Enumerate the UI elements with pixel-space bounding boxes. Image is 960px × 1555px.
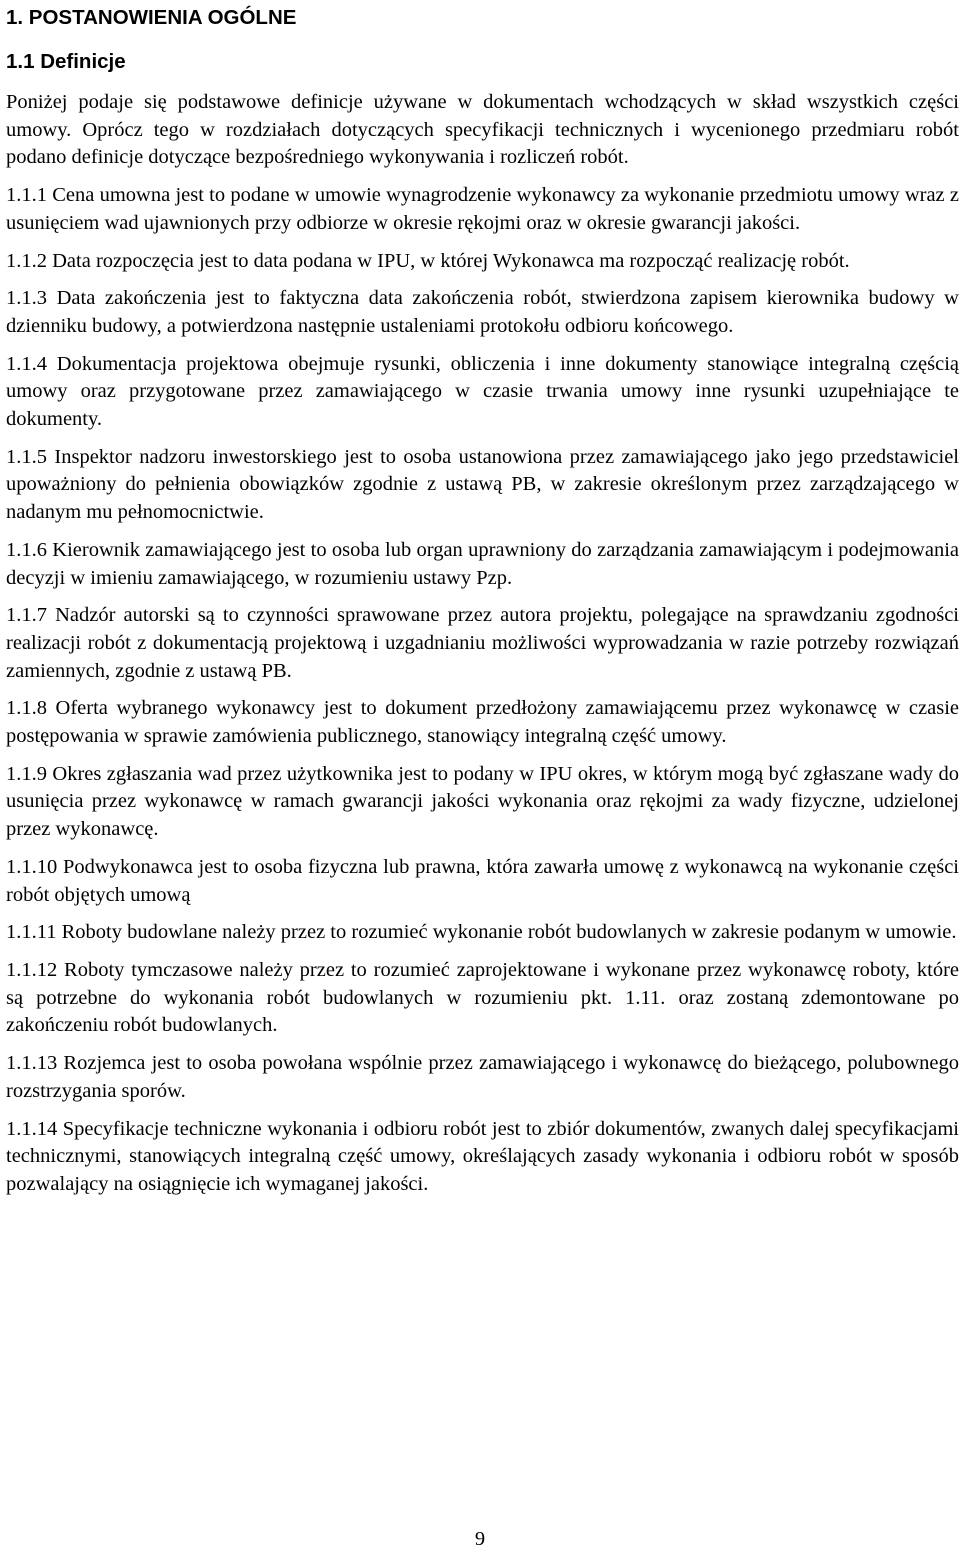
definition-podwykonawca: 1.1.10 Podwykonawca jest to osoba fizyczna lub prawna, która zawarła umowę z wykonawcą na wykonanie części robót objętych umową [6,855,959,906]
definition-cena-umowna: 1.1.1 Cena umowna jest to podane w umowie wynagrodzenie wykonawcy za wykonanie przedmiotu umowy wraz z usunięciem wad ujawnionych przy odbiorze w okresie rękojmi oraz w okresie gwarancji jakości. [6,184,959,234]
definition-nadzor-autorski: 1.1.7 Nadzór autorski są to czynności sprawowane przez autora projektu, polegające na sprawdzaniu zgodności realizacji robót z dokumentacją projektową i uzgadnianiu możliwości wyprowadzania w razie potrzeby rozwiązań zamiennych, zgodnie z ustawą PB. [6,604,959,682]
definition-data-zakonczenia: 1.1.3 Data zakończenia jest to faktyczna data zakończenia robót, stwierdzona zapisem kierownika budowy w dzienniku budowy, a potwierdzona następnie ustaleniami protokołu odbioru końcowego. [6,287,959,337]
definition-roboty-budowlane: 1.1.11 Roboty budowlane należy przez to rozumieć wykonanie robót budowlanych w zakresie podanym w umowie. [6,921,957,944]
page-number: 9 [474,1528,486,1550]
definition-rozjemca: 1.1.13 Rozjemca jest to osoba powołana wspólnie przez zamawiającego i wykonawcę do bieżącego, polubownego rozstrzygania sporów. [6,1052,959,1102]
definition-roboty-tymczasowe: 1.1.12 Roboty tymczasowe należy przez to rozumieć zaprojektowane i wykonane przez wykonawcę roboty, które są potrzebne do wykonania robót budowlanych w rozumieniu pkt. 1.11. oraz zostaną zdemontowane po zakończeniu robót budowlanych. [6,958,959,1037]
definition-oferta: 1.1.8 Oferta wybranego wykonawcy jest to dokument przedłożony zamawiającemu przez wykonawcę w czasie postępowania w sprawie zamówienia publicznego, stanowiący integralną część umowy. [6,697,959,748]
definition-inspektor-nadzoru: 1.1.5 Inspektor nadzoru inwestorskiego jest to osoba ustanowiona przez zamawiającego jako jego przedstawiciel upoważniony do pełnienia obowiązków zgodnie z ustawą PB, w zakresie określonym przez zarządzającego w nadanym mu pełnomocnictwie. [6,445,959,524]
definition-data-rozpoczecia: 1.1.2 Data rozpoczęcia jest to data podana w IPU, w której Wykonawca ma rozpocząć realizację robót. [6,249,850,272]
definition-kierownik-zamawiajacego: 1.1.6 Kierownik zamawiającego jest to osoba lub organ uprawniony do zarządzania zamawiającym i podejmowania decyzji w imieniu zamawiającego, w rozumieniu ustawy Pzp. [6,538,959,589]
definition-specyfikacje-techniczne: 1.1.14 Specyfikacje techniczne wykonania i odbioru robót jest to zbiór dokumentów, zwanych dalej specyfikacjami technicznymi, stanowiących integralną część umowy, określających zasady wykonania i odbioru robót w sposób pozwalający na osiągnięcie ich wymaganej jakości. [6,1117,959,1195]
intro-paragraph: Poniżej podaje się podstawowe definicje używane w dokumentach wchodzących w skład wszystkich części umowy. Oprócz tego w rozdziałach dotyczących specyfikacji technicznych i wycenionego przedmiaru robót podano definicje dotyczące bezpośredniego wykonywania i rozliczeń robót. [6,91,959,169]
document-page [6,4,959,1209]
definition-dokumentacja-projektowa: 1.1.4 Dokumentacja projektowa obejmuje rysunki, obliczenia i inne dokumenty stanowiące integralną częścią umowy oraz przygotowane przez zamawiającego w czasie trwania umowy inne rysunki uzupełniające te dokumenty. [6,352,959,431]
subsection-heading: 1.1 Definicje [6,50,126,73]
definition-okres-zglaszania-wad: 1.1.9 Okres zgłaszania wad przez użytkownika jest to podany w IPU okres, w którym mogą być zgłaszane wady do usunięcia przez wykonawcę w ramach gwarancji jakości wykonania oraz rękojmi za wady fizyczne, udzielonej przez wykonawcę. [6,762,959,841]
section-heading: 1. POSTANOWIENIA OGÓLNE [6,6,297,29]
